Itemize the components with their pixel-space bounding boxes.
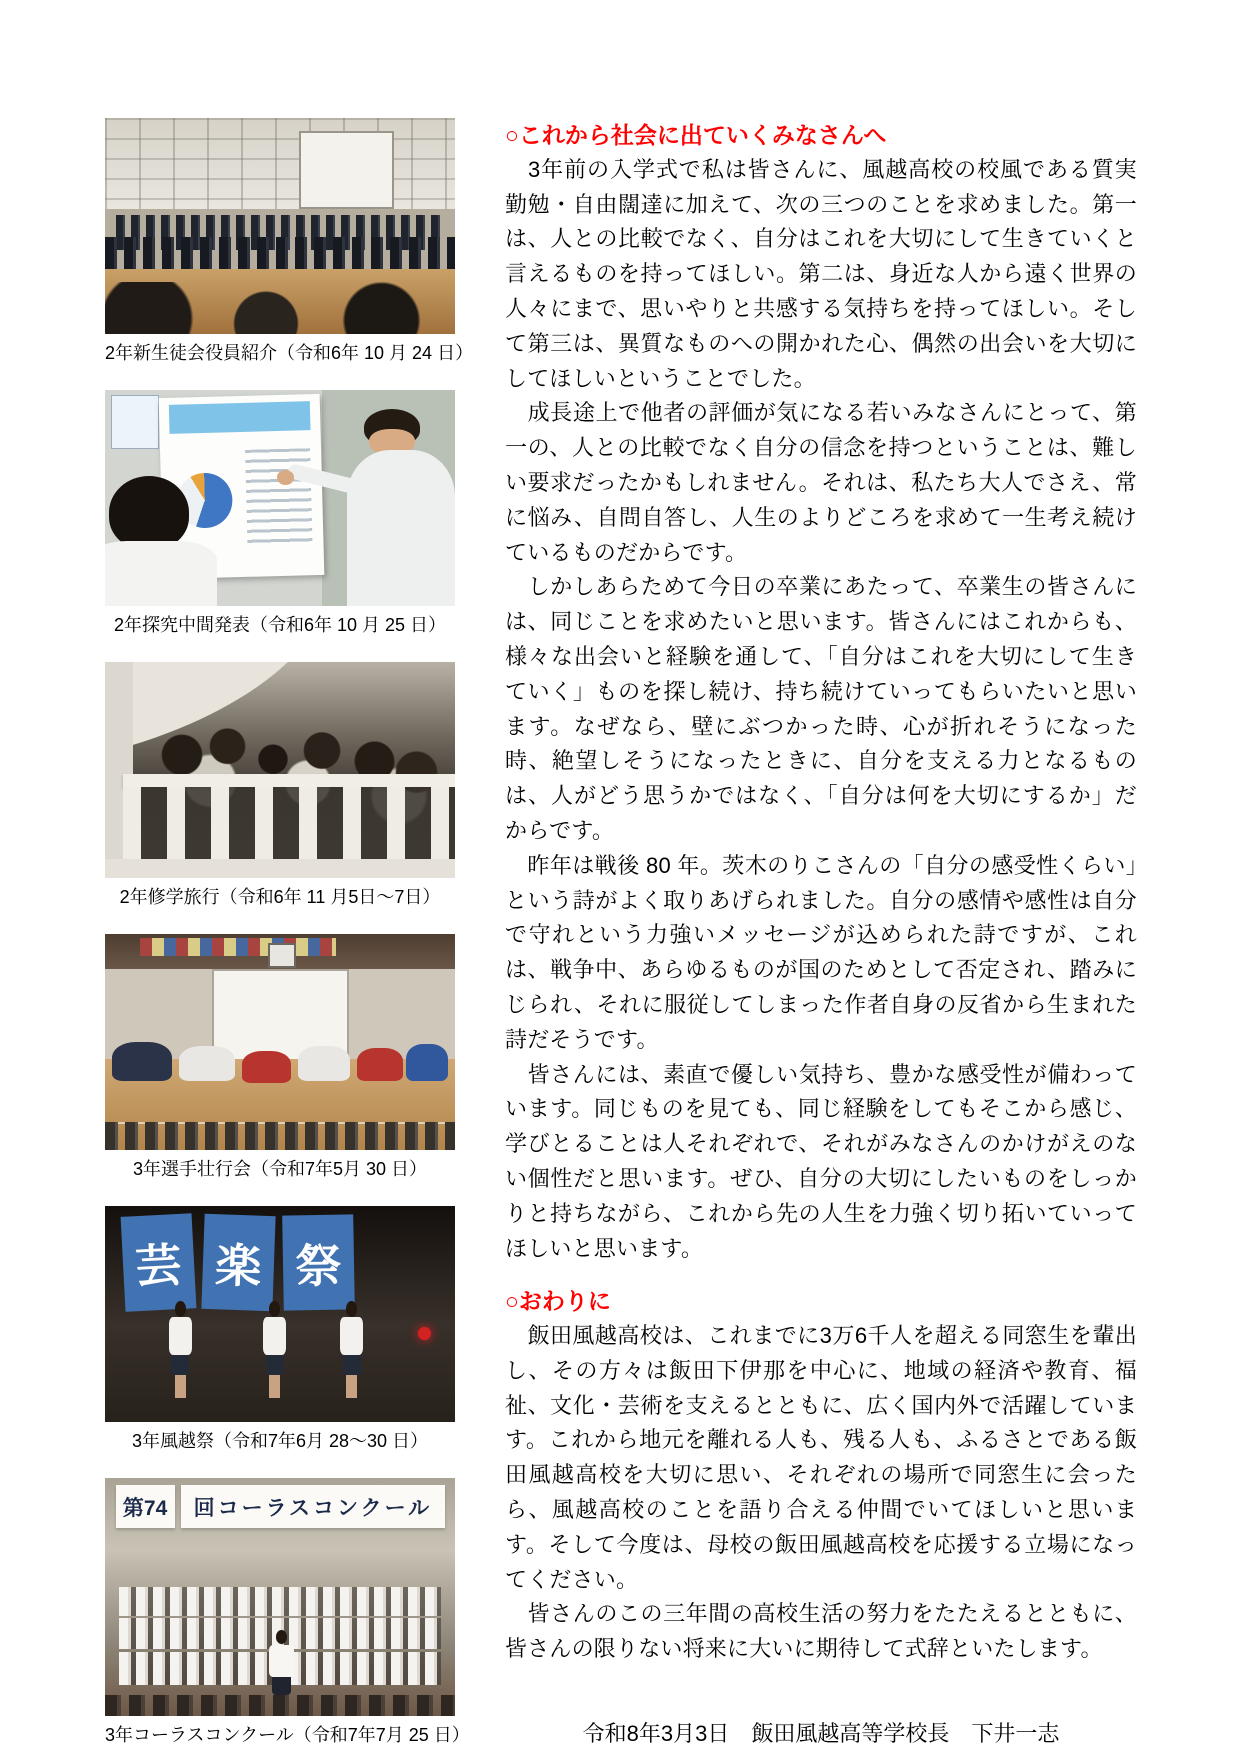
team-group-white-1 [179, 1046, 235, 1081]
audience-foreground [105, 282, 455, 334]
paragraph-3: しかしあらためて今日の卒業にあたって、卒業生の皆さんには、同じことを求めたいと思います。皆さんにはこれからも、様々な出会いと経験を通して、「自分はこれを大切にして生きていく」ものを探し続け、持ち続けていってもらいたいと思います。なぜなら、壁にぶつかった時、心が折れそうになった時、絶望しそうになったときに、自分を支える力となるものは、人がどう思うかではなく、「自分は何を大切にするか」だからです。 [505, 574, 1137, 843]
photo-caption-4: 3年選手壮行会（令和7年5月 30 日） [132, 1159, 428, 1179]
performer-shirt [263, 1317, 286, 1354]
paragraph-2: 成長途上で他者の評価が気になる若いみなさんにとって、第一の、人との比較でなく自分の信念を持つということは、難しい要求だったかもしれません。それは、私たち大人でさえ、常に悩み、自問自答し、人生のよりどころを求めて一生考え続けているものだからです。 [505, 400, 1137, 565]
choir-row-back [119, 1587, 441, 1616]
festival-banner [123, 1215, 354, 1310]
photo-student-council-intro [105, 118, 455, 334]
audience-heads-row [105, 1695, 455, 1716]
performer-legs [346, 1375, 357, 1398]
photo-caption-6: 3年コーラスコンクール（令和7年7月 25 日） [105, 1725, 470, 1745]
performer-legs [175, 1375, 186, 1398]
performer-legs [269, 1375, 280, 1398]
paragraph-4: 昨年は戦後 80 年。茨木のりこさんの「自分の感受性くらい」という詩がよく取りあげられました。自分の感情や感性は自分で守れという力強いメッセージが込められた詩ですが、これは、戦争中、あらゆるものが国のためとして否定され、踏みにじられ、それに服従してしまった作者自身の反省から生まれた詩だそうです。 [505, 852, 1137, 1052]
conductor-shirt [269, 1645, 294, 1677]
projector-screen [301, 133, 392, 206]
banner-sheet-3: 祭 [282, 1214, 354, 1310]
photo-sendoff-rally [105, 934, 455, 1150]
section-heading-closing: ○おわりに [505, 1288, 611, 1315]
team-group-white-2 [298, 1046, 351, 1081]
photo-caption-2: 2年探究中間発表（令和6年 10 月 25 日） [113, 615, 447, 635]
photo-chorus-contest [105, 1478, 455, 1716]
figure-student-council-intro [105, 118, 474, 364]
wall-sign [112, 396, 158, 448]
photo-school-trip-balcony [105, 662, 455, 878]
gym-ceiling [105, 118, 455, 209]
photo-column [105, 118, 474, 1745]
performer-1 [165, 1301, 197, 1405]
performer-shirt [340, 1317, 363, 1354]
paragraph-5: 皆さんには、素直で優しい気持ち、豊かな感受性が備わっています。同じものを見ても、同じ経験をしてもそこから感じ、学びとることは人それぞれで、それがみなさんのかけがえのない個性だと思います。ぜひ、自分の大切にしたいものをしっかりと持ちながら、これから先の人生を力強く切り拓いていってほしいと思います。 [505, 1061, 1137, 1261]
performer-2 [259, 1301, 291, 1405]
performer-skirt [266, 1355, 284, 1376]
stage-flags [140, 938, 336, 955]
team-group-red-2 [357, 1048, 403, 1080]
balcony-rail [123, 774, 456, 787]
figure-poster-presentation [105, 390, 455, 636]
performer-head [175, 1301, 186, 1317]
banner-number-sheet: 第74 [116, 1485, 175, 1528]
paragraph-6: 飯田風越高校は、これまでに3万6千人を超える同窓生を輩出し、その方々は飯田下伊那を中心に、地域の経済や教育、福祉、文化・芸術を支えるとともに、広く国内外で活躍しています。これから地元を離れる人も、残る人も、ふるさとである飯田風越高校を大切に思い、それぞれの場所で同窓生に会ったら、風越高校のことを語り合える仲間でいてほしいと思います。そして今度は、母校の飯田風越高校を応援する立場になってください。 [505, 1323, 1137, 1592]
photo-caption-3: 2年修学旅行（令和6年 11 月5日～7日） [119, 887, 441, 907]
chorus-banner [116, 1485, 445, 1528]
team-group-blue [406, 1044, 448, 1081]
figure-chorus-contest [105, 1478, 470, 1746]
poster-text-lines [245, 449, 312, 549]
performer-head [346, 1301, 357, 1317]
basketball-backboard [270, 945, 295, 967]
figure-sendoff-rally [105, 934, 455, 1180]
paragraph-7: 皆さんのこの三年間の高校生活の努力をたたえるとともに、皆さんの限りない将来に大いに期待して式辞といたします。 [505, 1601, 1137, 1662]
balcony-base [105, 859, 455, 878]
photo-school-festival-stage [105, 1206, 455, 1422]
stage-red-light [418, 1327, 430, 1340]
student-left-shoulder [105, 541, 217, 606]
paragraph-1: 3年前の入学式で私は皆さんに、風越高校の校風である質実勤勉・自由闊達に加えて、次の三つのことを求めました。第一は、人との比較でなく、自分はこれを大切にして生きていくと言えるものを持ってほしい。第二は、身近な人から遠く世界の人々にまで、思いやりと共感する気持ちを持ってほしい。そして第三は、異質なものへの開かれた心、偶然の出会いを大切にしてほしいということでした。 [505, 156, 1137, 391]
article-column [505, 118, 1137, 1747]
conductor-skirt [272, 1677, 291, 1695]
presenter-hand [277, 470, 295, 485]
banner-sheet-2: 楽 [201, 1213, 275, 1310]
performer-pants [171, 1355, 189, 1376]
seated-students-row [105, 1122, 455, 1150]
team-group-navy [112, 1042, 172, 1081]
banner-title-sheet: 回コーラスコンクール [181, 1485, 444, 1528]
photo-caption-5: 3年風越祭（令和7年6月 28～30 日） [131, 1431, 429, 1451]
figure-school-trip [105, 662, 455, 908]
photo-poster-presentation [105, 390, 455, 606]
team-group-red-1 [242, 1051, 291, 1083]
conductor-head [276, 1630, 287, 1644]
poster-header [168, 402, 310, 435]
photo-caption-1: 2年新生徒会役員紹介（令和6年 10 月 24 日） [105, 343, 474, 363]
balcony-balusters [123, 787, 456, 858]
student-left-hair [109, 476, 190, 549]
performer-3 [336, 1301, 368, 1405]
performer-head [269, 1301, 280, 1317]
figure-school-festival [105, 1206, 455, 1452]
banner-sheet-1: 芸 [120, 1213, 196, 1312]
section-heading-society: ○これから社会に出ていくみなさんへ [505, 122, 887, 148]
performer-shirt [169, 1317, 192, 1354]
signature-line: 令和8年3月3日 飯田風越高等学校長 下井一志 [582, 1721, 1060, 1747]
presenter-shirt [347, 450, 456, 606]
performer-skirt [343, 1355, 361, 1376]
